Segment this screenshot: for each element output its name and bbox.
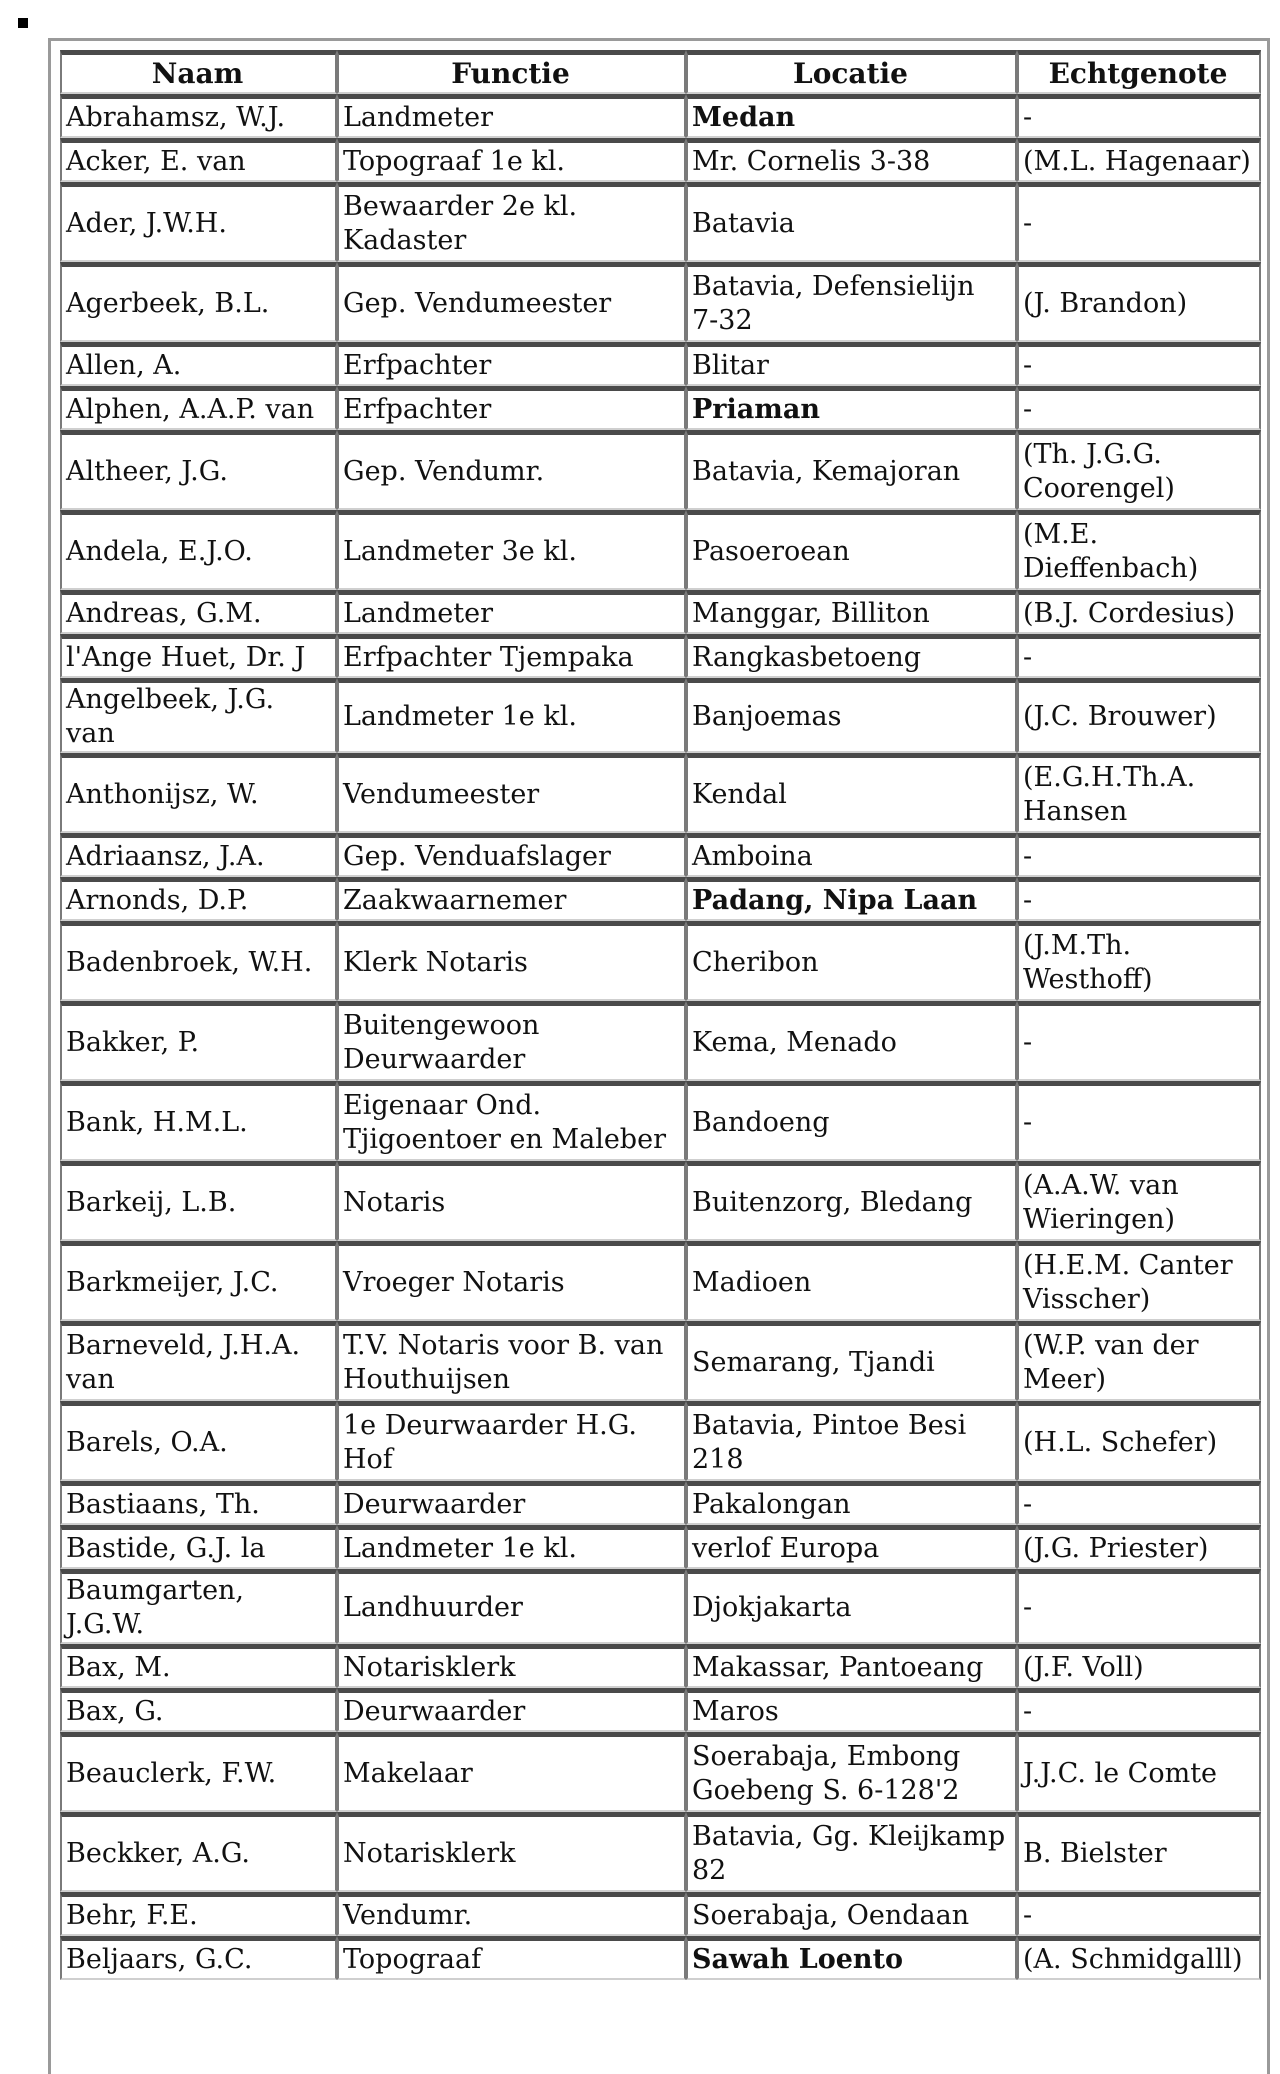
- functie-cell: Topograaf: [337, 1936, 686, 1980]
- echtgenote-cell: -: [1017, 1892, 1261, 1936]
- header-echtgenote: Echtgenote: [1017, 50, 1261, 94]
- naam-cell: Angelbeek, J.G. van: [60, 678, 337, 753]
- table-row: [60, 1401, 1261, 1481]
- echtgenote-cell: (J.G. Priester): [1017, 1525, 1261, 1569]
- naam-cell: Beljaars, G.C.: [60, 1936, 337, 1980]
- functie-cell: Deurwaarder: [337, 1481, 686, 1525]
- locatie-cell: Maros: [686, 1688, 1017, 1732]
- functie-cell: Landhuurder: [337, 1569, 686, 1644]
- functie-cell: Erfpachter Tjempaka: [337, 634, 686, 678]
- naam-cell: Badenbroek, W.H.: [60, 921, 337, 1001]
- locatie-cell: Makassar, Pantoeang: [686, 1644, 1017, 1688]
- table-row: [60, 877, 1261, 921]
- table-row: [60, 1688, 1261, 1732]
- functie-cell: Vendumeester: [337, 753, 686, 833]
- locatie-cell: Blitar: [686, 342, 1017, 386]
- locatie-cell: Banjoemas: [686, 678, 1017, 753]
- naam-cell: Arnonds, D.P.: [60, 877, 337, 921]
- locatie-cell: Manggar, Billiton: [686, 590, 1017, 634]
- echtgenote-cell: J.J.C. le Comte: [1017, 1732, 1261, 1812]
- locatie-cell: Padang, Nipa Laan: [686, 877, 1017, 921]
- table-row: [60, 1812, 1261, 1892]
- table-row: [60, 753, 1261, 833]
- echtgenote-cell: (H.L. Schefer): [1017, 1401, 1261, 1481]
- echtgenote-cell: (M.E. Dieffenbach): [1017, 510, 1261, 590]
- echtgenote-cell: B. Bielster: [1017, 1812, 1261, 1892]
- locatie-cell: verlof Europa: [686, 1525, 1017, 1569]
- naam-cell: Abrahamsz, W.J.: [60, 94, 337, 138]
- functie-cell: Bewaarder 2e kl. Kadaster: [337, 182, 686, 262]
- table-row: [60, 1732, 1261, 1812]
- locatie-cell: Cheribon: [686, 921, 1017, 1001]
- list-bullet: [18, 18, 28, 28]
- echtgenote-cell: -: [1017, 182, 1261, 262]
- echtgenote-cell: (H.E.M. Canter Visscher): [1017, 1241, 1261, 1321]
- naam-cell: Ader, J.W.H.: [60, 182, 337, 262]
- echtgenote-cell: -: [1017, 386, 1261, 430]
- table-row: [60, 1321, 1261, 1401]
- naam-cell: Adriaansz, J.A.: [60, 833, 337, 877]
- functie-cell: Notaris: [337, 1161, 686, 1241]
- functie-cell: Zaakwaarnemer: [337, 877, 686, 921]
- table-row: [60, 342, 1261, 386]
- locatie-cell: Amboina: [686, 833, 1017, 877]
- naam-cell: Beckker, A.G.: [60, 1812, 337, 1892]
- echtgenote-cell: -: [1017, 1569, 1261, 1644]
- functie-cell: Notarisklerk: [337, 1812, 686, 1892]
- table-row: [60, 262, 1261, 342]
- functie-cell: Gep. Vendumeester: [337, 262, 686, 342]
- locatie-cell: Batavia, Gg. Kleijkamp 82: [686, 1812, 1017, 1892]
- locatie-cell: Batavia, Pintoe Besi 218: [686, 1401, 1017, 1481]
- echtgenote-cell: -: [1017, 342, 1261, 386]
- locatie-cell: Batavia, Kemajoran: [686, 430, 1017, 510]
- functie-cell: Notarisklerk: [337, 1644, 686, 1688]
- echtgenote-cell: -: [1017, 833, 1261, 877]
- functie-cell: T.V. Notaris voor B. van Houthuijsen: [337, 1321, 686, 1401]
- naam-cell: Behr, F.E.: [60, 1892, 337, 1936]
- header-locatie: Locatie: [686, 50, 1017, 94]
- echtgenote-cell: -: [1017, 1081, 1261, 1161]
- echtgenote-cell: (J.C. Brouwer): [1017, 678, 1261, 753]
- table-row: [60, 182, 1261, 262]
- locatie-cell: Rangkasbetoeng: [686, 634, 1017, 678]
- locatie-cell: Semarang, Tjandi: [686, 1321, 1017, 1401]
- naam-cell: Bastiaans, Th.: [60, 1481, 337, 1525]
- echtgenote-cell: (J.M.Th. Westhoff): [1017, 921, 1261, 1001]
- functie-cell: Makelaar: [337, 1732, 686, 1812]
- table-row: [60, 678, 1261, 753]
- naam-cell: Bank, H.M.L.: [60, 1081, 337, 1161]
- echtgenote-cell: -: [1017, 1481, 1261, 1525]
- echtgenote-cell: (J. Brandon): [1017, 262, 1261, 342]
- functie-cell: 1e Deurwaarder H.G. Hof: [337, 1401, 686, 1481]
- locatie-cell: Soerabaja, Oendaan: [686, 1892, 1017, 1936]
- locatie-cell: Medan: [686, 94, 1017, 138]
- naam-cell: Barkeij, L.B.: [60, 1161, 337, 1241]
- naam-cell: Alphen, A.A.P. van: [60, 386, 337, 430]
- table-row: [60, 1081, 1261, 1161]
- naam-cell: Barkmeijer, J.C.: [60, 1241, 337, 1321]
- table-frame: [48, 38, 1270, 2074]
- echtgenote-cell: (A.A.W. van Wieringen): [1017, 1161, 1261, 1241]
- locatie-cell: Pasoeroean: [686, 510, 1017, 590]
- locatie-cell: Sawah Loento: [686, 1936, 1017, 1980]
- echtgenote-cell: (Th. J.G.G. Coorengel): [1017, 430, 1261, 510]
- naam-cell: Acker, E. van: [60, 138, 337, 182]
- locatie-cell: Batavia: [686, 182, 1017, 262]
- naam-cell: Agerbeek, B.L.: [60, 262, 337, 342]
- locatie-cell: Pakalongan: [686, 1481, 1017, 1525]
- table-row: [60, 590, 1261, 634]
- functie-cell: Landmeter 1e kl.: [337, 678, 686, 753]
- header-functie: Functie: [337, 50, 686, 94]
- naam-cell: Beauclerk, F.W.: [60, 1732, 337, 1812]
- naam-cell: Altheer, J.G.: [60, 430, 337, 510]
- echtgenote-cell: (W.P. van der Meer): [1017, 1321, 1261, 1401]
- functie-cell: Landmeter 1e kl.: [337, 1525, 686, 1569]
- functie-cell: Eigenaar Ond. Tjigoentoer en Maleber: [337, 1081, 686, 1161]
- table-row: [60, 1481, 1261, 1525]
- table-row: [60, 921, 1261, 1001]
- naam-cell: Bax, G.: [60, 1688, 337, 1732]
- table-row: [60, 1241, 1261, 1321]
- table-row: [60, 94, 1261, 138]
- table-row: [60, 1936, 1261, 1980]
- functie-cell: Landmeter: [337, 590, 686, 634]
- locatie-cell: Buitenzorg, Bledang: [686, 1161, 1017, 1241]
- functie-cell: Gep. Vendumr.: [337, 430, 686, 510]
- naam-cell: l'Ange Huet, Dr. J: [60, 634, 337, 678]
- table-row: [60, 386, 1261, 430]
- echtgenote-cell: -: [1017, 877, 1261, 921]
- echtgenote-cell: (M.L. Hagenaar): [1017, 138, 1261, 182]
- locatie-cell: Madioen: [686, 1241, 1017, 1321]
- header-naam: Naam: [60, 50, 337, 94]
- echtgenote-cell: -: [1017, 1688, 1261, 1732]
- echtgenote-cell: -: [1017, 1001, 1261, 1081]
- naam-cell: Barneveld, J.H.A. van: [60, 1321, 337, 1401]
- functie-cell: Vroeger Notaris: [337, 1241, 686, 1321]
- functie-cell: Buitengewoon Deurwaarder: [337, 1001, 686, 1081]
- register-table: [60, 50, 1261, 1980]
- locatie-cell: Soerabaja, Embong Goebeng S. 6-128'2: [686, 1732, 1017, 1812]
- table-row: [60, 1525, 1261, 1569]
- locatie-cell: Kema, Menado: [686, 1001, 1017, 1081]
- table-row: [60, 138, 1261, 182]
- functie-cell: Topograaf 1e kl.: [337, 138, 686, 182]
- table-row: [60, 833, 1261, 877]
- naam-cell: Bax, M.: [60, 1644, 337, 1688]
- table-row: [60, 1569, 1261, 1644]
- functie-cell: Klerk Notaris: [337, 921, 686, 1001]
- naam-cell: Baumgarten, J.G.W.: [60, 1569, 337, 1644]
- header-row: [60, 50, 1261, 94]
- echtgenote-cell: -: [1017, 634, 1261, 678]
- functie-cell: Erfpachter: [337, 342, 686, 386]
- locatie-cell: Mr. Cornelis 3-38: [686, 138, 1017, 182]
- functie-cell: Erfpachter: [337, 386, 686, 430]
- locatie-cell: Bandoeng: [686, 1081, 1017, 1161]
- echtgenote-cell: (E.G.H.Th.A. Hansen: [1017, 753, 1261, 833]
- echtgenote-cell: (A. Schmidgalll): [1017, 1936, 1261, 1980]
- locatie-cell: Batavia, Defensielijn 7-32: [686, 262, 1017, 342]
- locatie-cell: Djokjakarta: [686, 1569, 1017, 1644]
- functie-cell: Gep. Venduafslager: [337, 833, 686, 877]
- table-row: [60, 1161, 1261, 1241]
- naam-cell: Barels, O.A.: [60, 1401, 337, 1481]
- locatie-cell: Kendal: [686, 753, 1017, 833]
- naam-cell: Bakker, P.: [60, 1001, 337, 1081]
- locatie-cell: Priaman: [686, 386, 1017, 430]
- functie-cell: Landmeter 3e kl.: [337, 510, 686, 590]
- naam-cell: Anthonijsz, W.: [60, 753, 337, 833]
- echtgenote-cell: (B.J. Cordesius): [1017, 590, 1261, 634]
- functie-cell: Deurwaarder: [337, 1688, 686, 1732]
- echtgenote-cell: (J.F. Voll): [1017, 1644, 1261, 1688]
- echtgenote-cell: -: [1017, 94, 1261, 138]
- functie-cell: Landmeter: [337, 94, 686, 138]
- table-row: [60, 1892, 1261, 1936]
- table-row: [60, 430, 1261, 510]
- table-body: [60, 94, 1261, 1980]
- naam-cell: Andela, E.J.O.: [60, 510, 337, 590]
- naam-cell: Andreas, G.M.: [60, 590, 337, 634]
- table-row: [60, 1001, 1261, 1081]
- naam-cell: Bastide, G.J. la: [60, 1525, 337, 1569]
- table-row: [60, 510, 1261, 590]
- table-row: [60, 634, 1261, 678]
- naam-cell: Allen, A.: [60, 342, 337, 386]
- table-row: [60, 1644, 1261, 1688]
- functie-cell: Vendumr.: [337, 1892, 686, 1936]
